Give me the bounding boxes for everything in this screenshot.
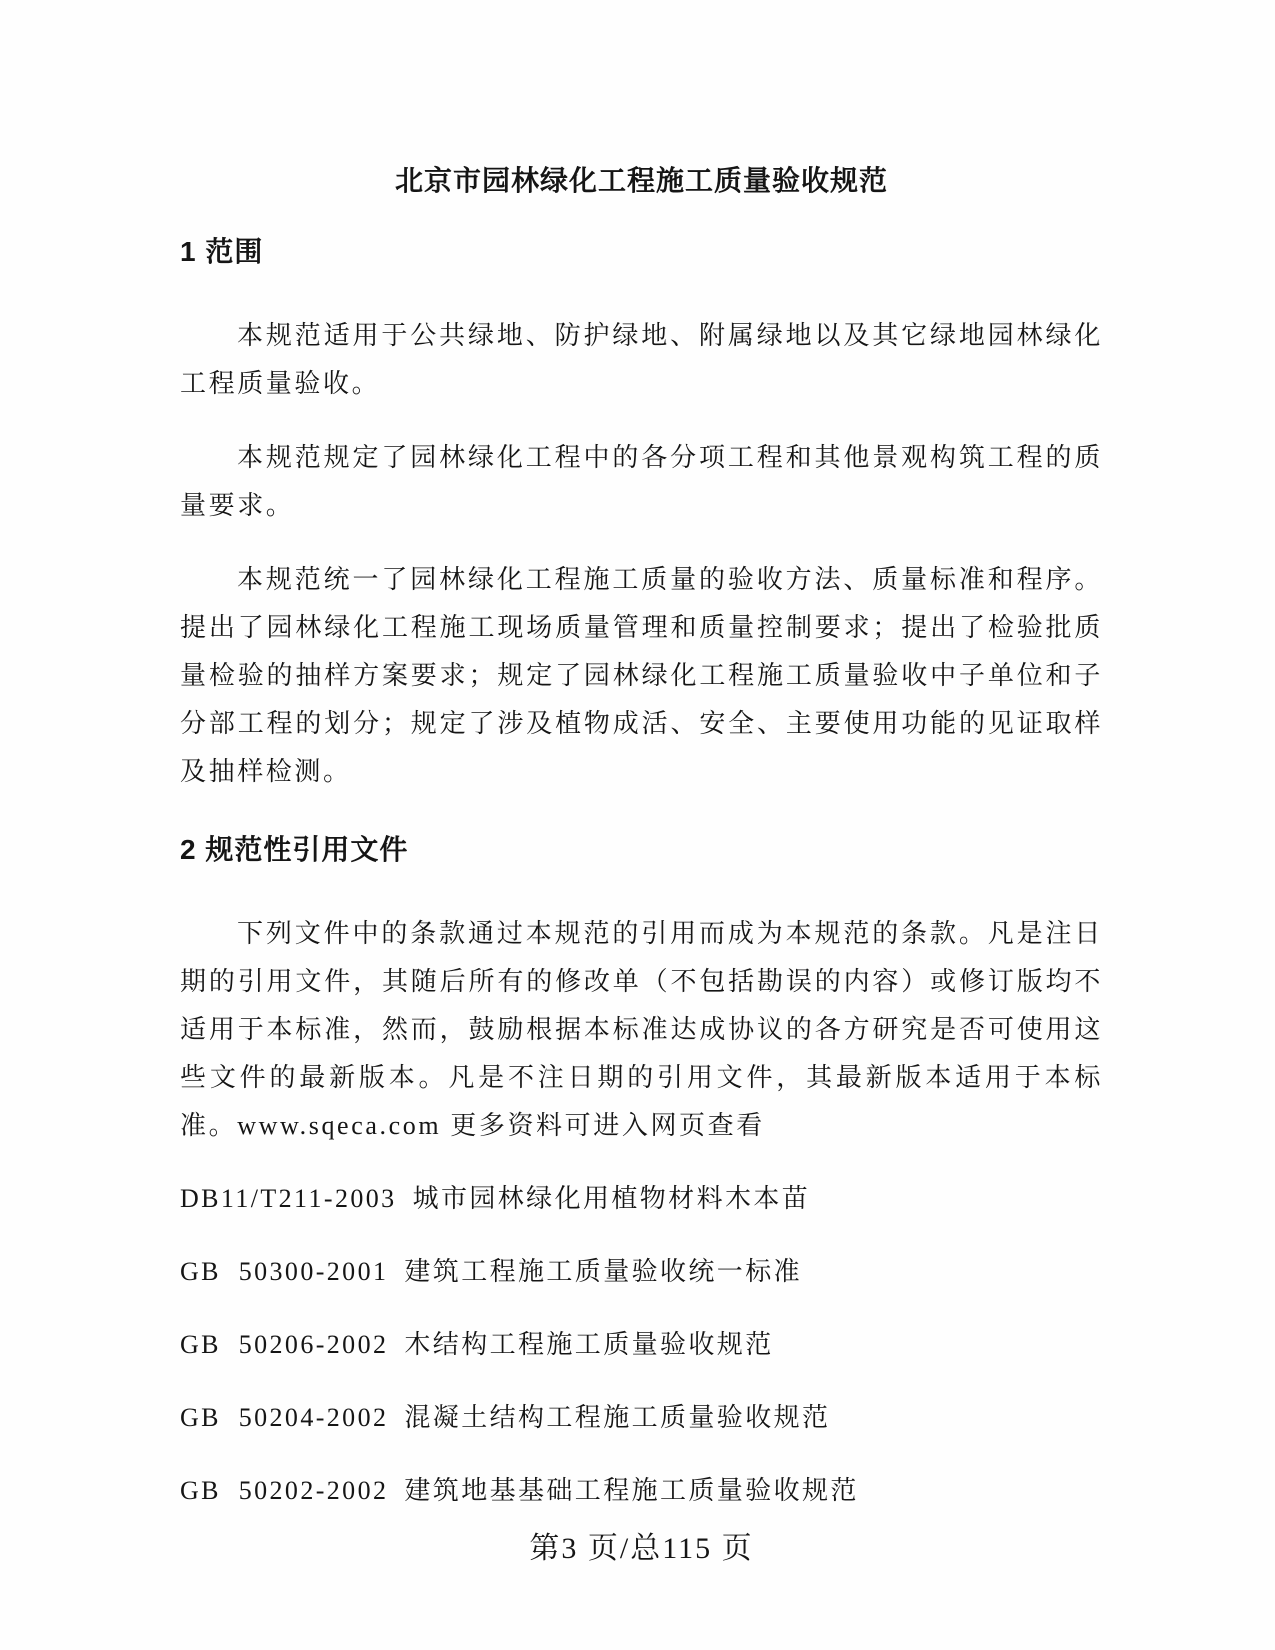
section-1-paragraph-3: 本规范统一了园林绿化工程施工质量的验收方法、质量标准和程序。提出了园林绿化工程施工现场质量管理和质量控制要求；提出了检验批质量检验的抽样方案要求；规定了园林绿化工程施工质量验收中子单位和子分部工程的划分；规定了涉及植物成活、安全、主要使用功能的见证取样及抽样检测。 [180,565,1103,786]
page-number-footer: 第3 页/总115 页 [529,1532,754,1565]
reference-line [180,1467,1103,1515]
reference-code: GB 50202-2002 [180,1476,389,1505]
reference-title: 城市园林绿化用植物材料木本苗 [412,1184,811,1213]
reference-line [180,1394,1103,1442]
reference-code: GB 50206-2002 [180,1330,389,1359]
reference-title: 混凝土结构工程施工质量验收规范 [404,1403,831,1432]
reference-line [180,1175,1103,1223]
reference-line [180,1248,1103,1296]
reference-code: GB 50300-2001 [180,1257,389,1286]
section-2-intro-paragraph: 下列文件中的条款通过本规范的引用而成为本规范的条款。凡是注日期的引用文件，其随后所有的修改单（不包括勘误的内容）或修订版均不适用于本标准，然而，鼓励根据本标准达成协议的各方研究是否可使用这些文件的最新版本。凡是不注日期的引用文件，其最新版本适用于本标准。www.sqeca.com 更多资料可进入网页查看 [180,919,1103,1140]
section-2-heading: 2 规范性引用文件 [180,834,409,865]
section-1-paragraph-1: 本规范适用于公共绿地、防护绿地、附属绿地以及其它绿地园林绿化工程质量验收。 [180,321,1103,398]
section-1-heading: 1 范围 [180,236,264,267]
reference-title: 建筑地基基础工程施工质量验收规范 [404,1476,859,1505]
section-1-paragraph-2: 本规范规定了园林绿化工程中的各分项工程和其他景观构筑工程的质量要求。 [180,443,1103,520]
reference-code: GB 50204-2002 [180,1403,389,1432]
document-title: 北京市园林绿化工程施工质量验收规范 [394,165,888,196]
reference-title: 建筑工程施工质量验收统一标准 [404,1257,802,1286]
reference-line [180,1321,1103,1369]
reference-code: DB11/T211-2003 [180,1184,397,1213]
reference-title: 木结构工程施工质量验收规范 [404,1330,774,1359]
